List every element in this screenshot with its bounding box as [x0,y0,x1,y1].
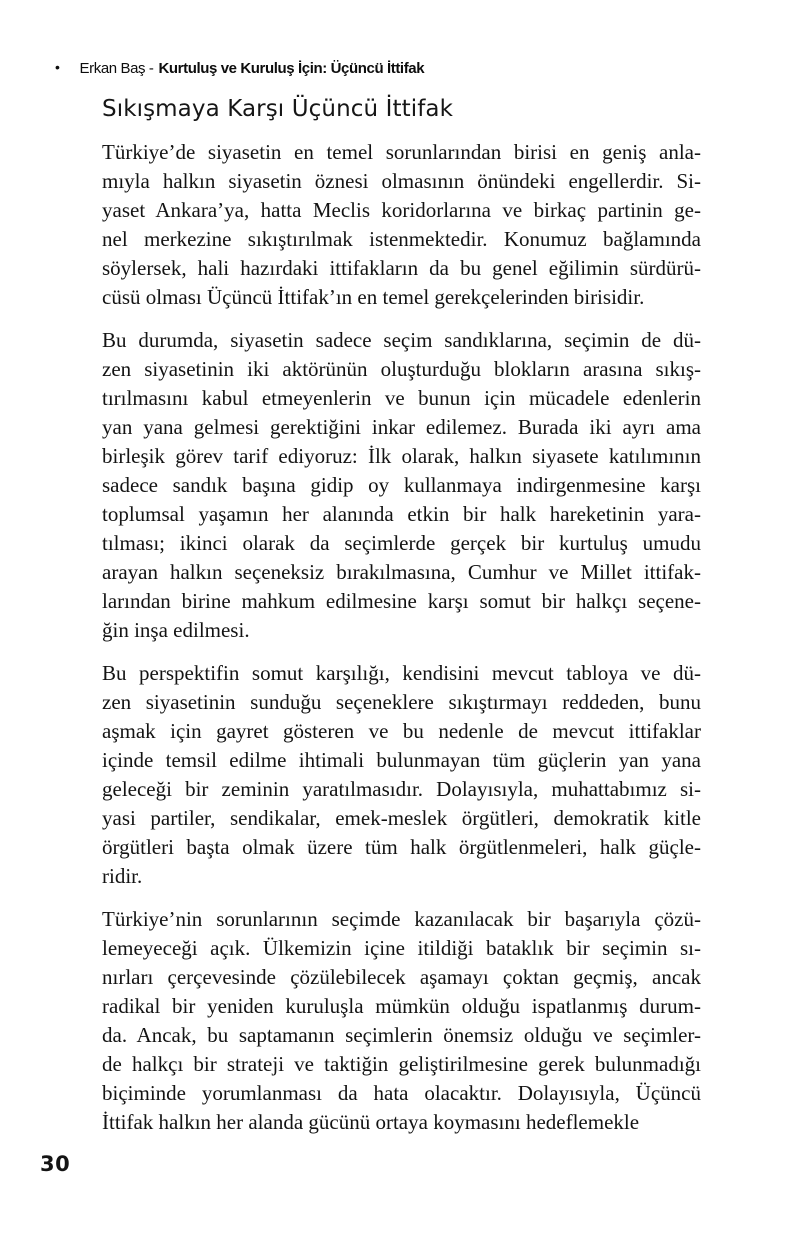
text-line: yaset Ankara’ya, hatta Meclis koridorlarına ve birkaç partinin ge- [102,198,701,222]
text-line: toplumsal yaşamın her alanında etkin bir halk hareketinin yara- [102,502,701,526]
text-line: nel merkezine sıkıştırılmak istenmektedir. Konumuz bağlamında [102,227,701,251]
bullet-icon: • [55,59,60,75]
text-line: söylersek, hali hazırdaki ittifakların da bu genel eğilimin sürdürü- [102,256,701,280]
text-line: biçiminde yorumlanması da hata olacaktır. Dolayısıyla, Üçüncü [102,1081,701,1105]
paragraph [102,138,701,312]
text-line: ridir. [102,864,143,888]
text-line: tılması; ikinci olarak da seçimlerde gerçek bir kurtuluş umudu [102,531,701,555]
text-line: Bu perspektifin somut karşılığı, kendisini mevcut tabloya ve dü- [102,661,701,685]
header-author: Erkan Baş - [79,60,154,77]
body-text [102,138,701,1151]
text-line: ğin inşa edilmesi. [102,618,250,642]
text-line: lemeyeceği açık. Ülkemizin içine itildiği bataklık bir seçimin sı- [102,936,701,960]
text-line: yasi partiler, sendikalar, emek-meslek örgütleri, demokratik kitle [102,806,701,830]
page-number: 30 [40,1152,71,1176]
text-line: tırılmasını kabul etmeyenlerin ve bunun için mücadele edenlerin [102,386,701,410]
text-line: zen siyasetinin iki aktörünün oluşturduğu blokların arasına sıkış- [102,357,701,381]
header-book-title: Kurtuluş ve Kuruluş İçin: Üçüncü İttifak [158,60,425,77]
running-header [55,60,715,77]
text-line: Bu durumda, siyasetin sadece seçim sandıklarına, seçimin de dü- [102,328,701,352]
text-line: nırları çerçevesinde çözülebilecek aşamayı çoktan geçmiş, ancak [102,965,701,989]
text-line: de halkçı bir strateji ve taktiğin geliştirilmesine gerek bulunmadığı [102,1052,701,1076]
text-line: radikal bir yeniden kuruluşla mümkün olduğu ispatlanmış durum- [102,994,701,1018]
text-line: cüsü olması Üçüncü İttifak’ın en temel gerekçelerinden birisidir. [102,285,645,309]
text-line: arayan halkın seçeneksiz bırakılmasına, Cumhur ve Millet ittifak- [102,560,701,584]
text-line: Türkiye’nin sorunlarının seçimde kazanılacak bir başarıyla çözü- [102,907,701,931]
section-title: Sıkışmaya Karşı Üçüncü İttifak [102,96,453,122]
text-line: da. Ancak, bu saptamanın seçimlerin önemsiz olduğu ve seçimler- [102,1023,701,1047]
text-line: larından birine mahkum edilmesine karşı somut bir halkçı seçene- [102,589,701,613]
text-line: içinde temsil edilme ihtimali bulunmayan tüm güçlerin yan yana [102,748,701,772]
text-line: İttifak halkın her alanda gücünü ortaya koymasını hedeflemekle [102,1110,640,1134]
text-line: Türkiye’de siyasetin en temel sorunlarından birisi en geniş anla- [102,140,701,164]
paragraph [102,905,701,1137]
text-line: sadece sandık başına gidip oy kullanmaya indirgenmesine karşı [102,473,701,497]
text-line: örgütleri başta olmak üzere tüm halk örgütlenmeleri, halk güçle- [102,835,701,859]
text-line: geleceği bir zeminin yaratılmasıdır. Dolayısıyla, muhattabımız si- [102,777,701,801]
text-line: mıyla halkın siyasetin öznesi olmasının önündeki engellerdir. Si- [102,169,701,193]
text-line: birleşik görev tarif ediyoruz: İlk olarak, halkın siyasete katılımının [102,444,701,468]
text-line: zen siyasetinin sunduğu seçeneklere sıkıştırmayı reddeden, bunu [102,690,701,714]
text-line: aşmak için gayret gösteren ve bu nedenle de mevcut ittifaklar [102,719,701,743]
paragraph [102,659,701,891]
text-line: yan yana gelmesi gerektiğini inkar edilemez. Burada iki ayrı ama [102,415,701,439]
paragraph [102,326,701,645]
